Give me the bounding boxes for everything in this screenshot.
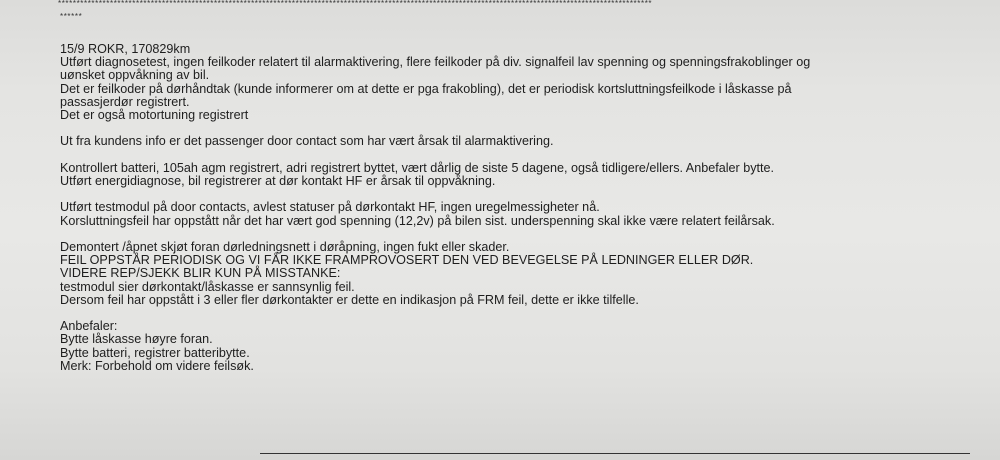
paragraph-gap <box>60 307 940 320</box>
text-line: 15/9 ROKR, 170829km <box>60 42 191 56</box>
text-line: Dersom feil har oppstått i 3 eller fler dørkontakter er dette en indikasjon på FRM feil, dette er ikke tilfelle. <box>60 292 639 307</box>
text-line: Utført diagnosetest, ingen feilkoder relatert til alarmaktivering, flere feilkoder på div. signalfeil lav spenning og spenningsfrakoblinger og <box>60 55 811 70</box>
text-line: Utført energidiagnose, bil registrerer at dør kontakt HF er årsak til oppvåkning. <box>60 174 496 188</box>
text-line: Merk: Forbehold om videre feilsøk. <box>60 358 254 373</box>
text-line: Det er feilkoder på dørhåndtak (kunde informerer om at dette er pga frakobling), det er periodisk kortsluttningsfeilkode i låskasse på <box>60 81 792 96</box>
divider-line <box>260 453 970 454</box>
paragraph-battery <box>60 162 940 188</box>
text-line: Korsluttningsfeil har oppstått når det har vært god spenning (12,2v) på bilen sist. underspenning skal ikke være relatert feilårsak. <box>60 213 775 228</box>
asterisk-rule: **************************************************************************************************************************************************************** <box>58 0 653 8</box>
document-body <box>60 43 940 373</box>
text-line: passasjerdør registrert. <box>60 94 190 109</box>
text-line: Kontrollert batteri, 105ah agm registrert, adri registrert byttet, vært dårlig de siste 5 dagene, også tidligere/ellers. Anbefaler bytte. <box>60 160 775 175</box>
paragraph-diagnosis <box>60 43 940 122</box>
paragraph-gap <box>60 149 940 162</box>
text-line: Ut fra kundens info er det passenger door contact som har vært årsak til alarmaktivering. <box>60 134 554 149</box>
text-line: testmodul sier dørkontakt/låskasse er sannsynlig feil. <box>60 279 355 294</box>
asterisk-marker: ****** <box>60 12 83 21</box>
text-line: Det er også motortuning registrert <box>60 108 249 123</box>
paragraph-inspection <box>60 241 940 307</box>
text-line: Demontert /åpnet skjøt foran dørledningsnett i døråpning, ingen fukt eller skader. <box>60 239 510 254</box>
text-line: Utført testmodul på door contacts, avlest statuser på dørkontakt HF, ingen uregelmessigheter nå. <box>60 200 600 215</box>
text-line: VIDERE REP/SJEKK BLIR KUN PÅ MISSTANKE: <box>60 266 341 281</box>
text-line: Anbefaler: <box>60 319 118 334</box>
text-line: FEIL OPPSTÅR PERIODISK OG VI FÅR IKKE FRAMPROVOSERT DEN VED BEVEGELSE PÅ LEDNINGER ELLER DØR. <box>60 253 754 268</box>
text-line: uønsket oppvåkning av bil. <box>60 68 210 83</box>
paragraph-gap <box>60 228 940 241</box>
paragraph-recommendation <box>60 320 940 373</box>
paragraph-customer-info <box>60 135 940 148</box>
paragraph-testmodule <box>60 201 940 227</box>
text-line: Bytte låskasse høyre foran. <box>60 332 213 347</box>
text-line: Bytte batteri, registrer batteribytte. <box>60 345 250 360</box>
